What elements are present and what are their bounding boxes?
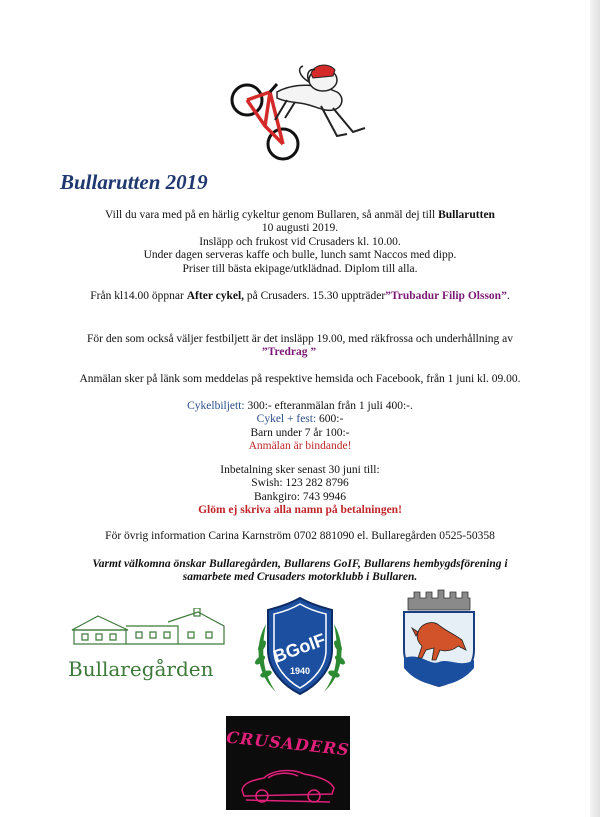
car-icon [238,760,338,804]
intro-line-5: Priser till bästa ekipage/utklädnad. Diplom till alla. [182,262,418,275]
bike-ticket-price: 300:- efteranmälan från 1 juli 400:-. [244,400,413,412]
intro-line-4: Under dagen serveras kaffe och bulle, lunch samt Naccos med dipp. [143,249,457,262]
band-name: ”Tredrag ” [261,346,317,359]
contact-info: För övrig information Carina Karnström 0702 881090 el. Bullaregården 0525-50358 [105,530,495,542]
binding-notice: Anmälan är bindande! [248,440,352,453]
combo-ticket-label: Cykel + fest: [256,413,317,426]
farmhouse-icon [68,608,228,648]
bgoif-name: BGoIF [270,629,329,667]
artist-name: ”Trubadur Filip Olsson” [385,290,507,302]
coat-of-arms-logo [400,588,478,688]
event-title: Bullarutten 2019 [60,170,208,194]
event-name-bold: Bullarutten [438,209,495,221]
bullaregarden-wordmark: Bullaregården [68,657,214,681]
bankgiro-number: Bankgiro: 743 9946 [254,490,346,503]
after-cykel-line: Från kl14.00 öppnar After cykel, på Crusaders. 15.30 uppträder”Trubadur Filip Olsson”. [90,290,510,302]
event-date: 10 augusti 2019. [261,222,339,235]
payment-deadline: Inbetalning sker senast 30 juni till: [220,464,380,476]
signup-line: Anmälan sker på länk som meddelas på respektive hemsida och Facebook, från 1 juni kl. 09.00. [79,373,521,385]
bgoif-logo [246,594,354,702]
bgoif-year: 1940 [289,666,311,676]
payment-reminder: Glöm ej skriva alla namn på betalningen! [198,504,402,517]
bike-ticket-label: Cykelbiljett: [187,400,245,412]
closing-line-1: Varmt välkomna önskar Bullaregården, Bullarens GoIF, Bullarens hembygdsförening i [92,558,508,570]
combo-ticket-price: 600:- [316,413,344,426]
payment-section [0,464,600,518]
swish-number: Swish: 123 282 8796 [251,477,349,490]
kids-price: Barn under 7 år 100:- [250,426,350,439]
fest-section [0,333,600,360]
moose-bicycle-illustration [225,62,375,170]
intro-section [0,209,600,276]
intro-line-1: Vill du vara med på en härlig cykeltur genom Bullaren, så anmäl dej till [105,209,439,221]
prices-section [0,400,600,454]
fest-line: För den som också väljer festbiljett är det insläpp 19.00, med räkfrossa och underhållning av [86,333,514,345]
crusaders-logo [226,716,350,810]
bullaregarden-logo [68,608,228,681]
closing-line-2: samarbete med Crusaders motorklubb i Bullaren. [182,571,418,584]
closing-section [0,558,600,585]
intro-line-3: Insläpp och frukost vid Crusaders kl. 10.00. [199,235,401,248]
crusaders-wordmark: CRUSADERS [225,727,351,760]
